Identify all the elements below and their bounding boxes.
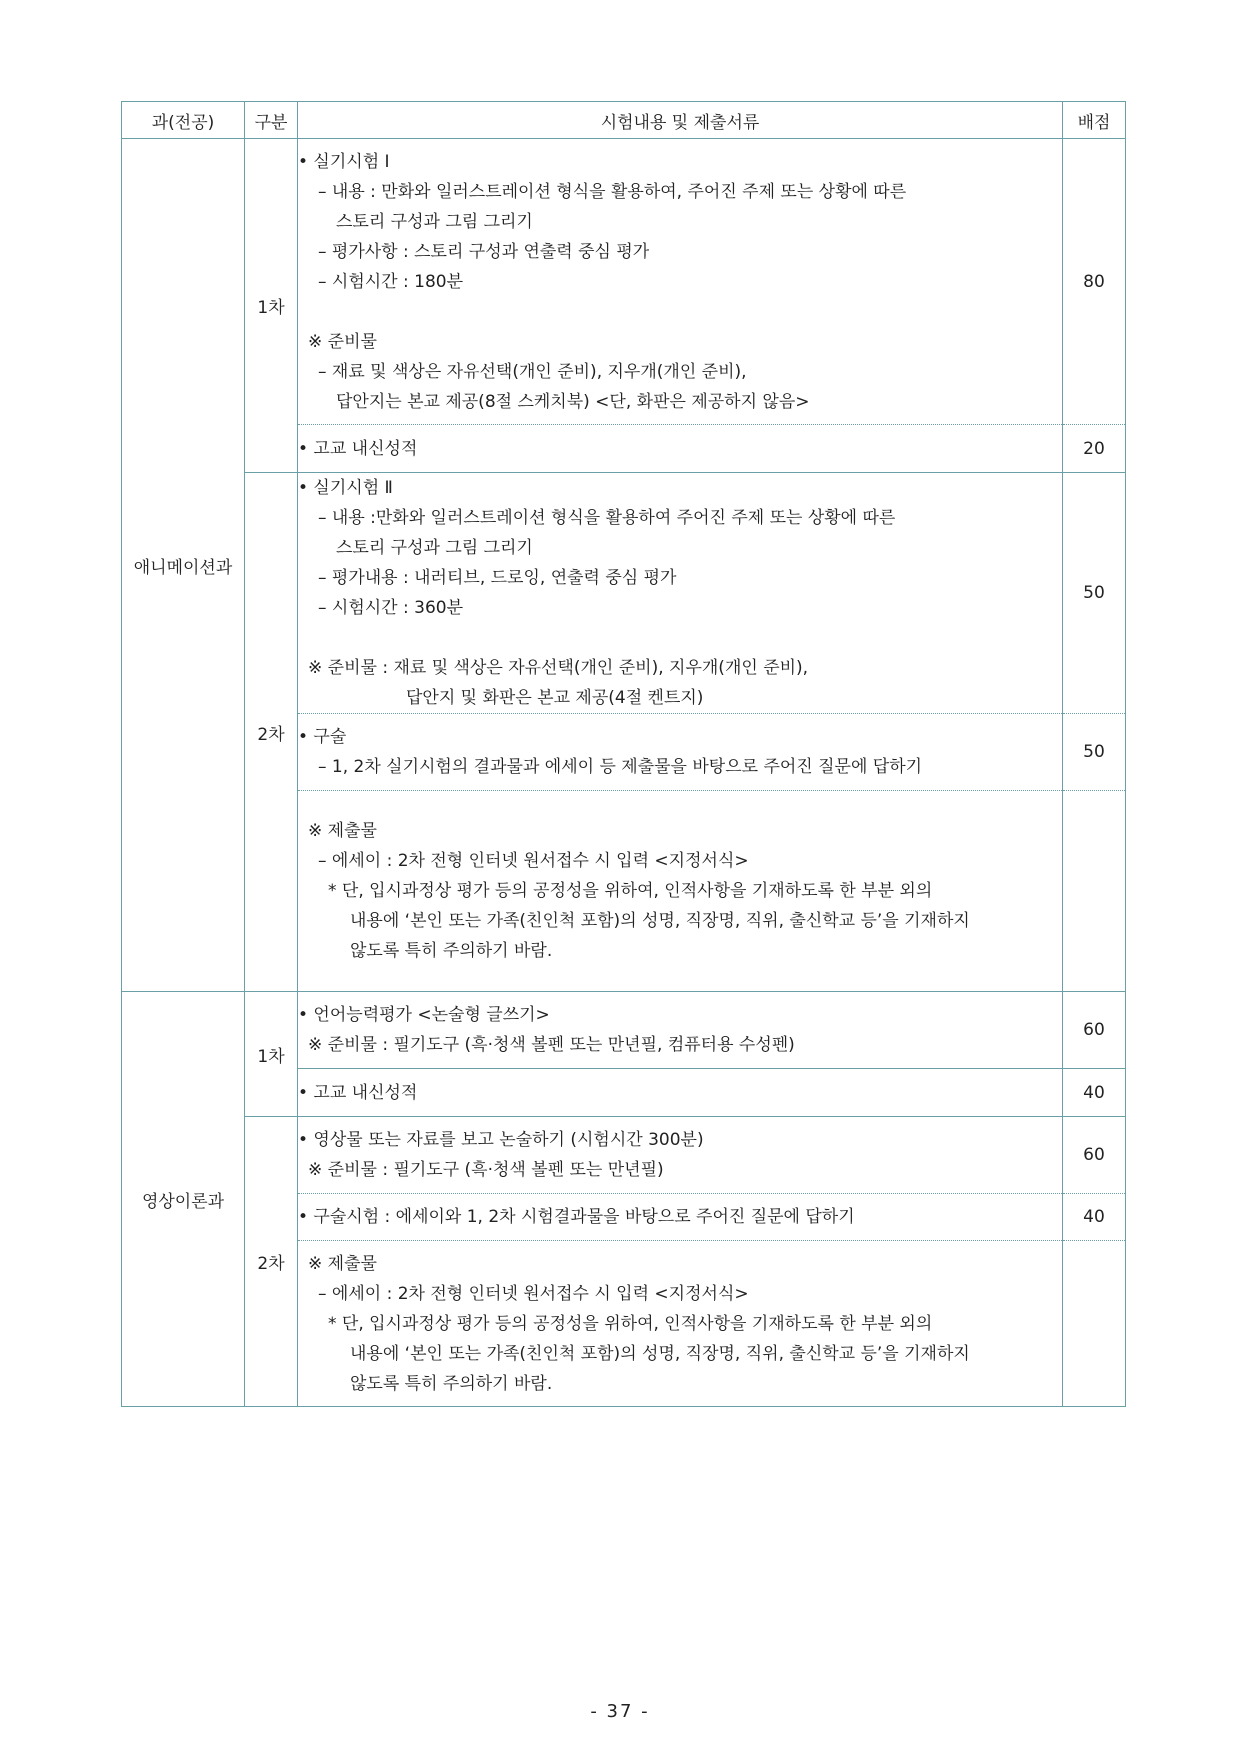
film-submission: ※ 제출물 – 에세이 : 2차 전형 인터넷 원서접수 시 입력 <지정서식> * 단, 입시과정상 평가 등의 공정성을 위하여, 인적사항을 기재하도록 한 부분 외의 내용에 ‘본인 또는 가족(친인척 포함)의 성명, 직장명, 직위, 출신학교 등’을 기재하지 않도록 특히 주의하기 바람. xyxy=(298,1241,1063,1407)
animation-submission: ※ 제출물 – 에세이 : 2차 전형 인터넷 원서접수 시 입력 <지정서식> * 단, 입시과정상 평가 등의 공정성을 위하여, 인적사항을 기재하도록 한 부분 외의 내용에 ‘본인 또는 가족(친인척 포함)의 성명, 직장명, 직위, 출신학교 등’을 기재하지 않도록 특히 주의하기 바람. xyxy=(298,791,1063,992)
score-film-essay-exam: 60 xyxy=(1063,1117,1126,1194)
table-row xyxy=(122,473,1126,714)
score-animation-oral: 50 xyxy=(1063,714,1126,791)
score-animation-practical-2: 50 xyxy=(1063,473,1126,714)
score-animation-practical-1: 80 xyxy=(1063,139,1126,425)
page-number: - 37 - xyxy=(590,1701,650,1722)
score-film-submission xyxy=(1063,1241,1126,1407)
exam-table xyxy=(121,101,1126,1407)
film-grades: • 고교 내신성적 xyxy=(298,1069,1063,1117)
film-essay-exam: • 영상물 또는 자료를 보고 논술하기 (시험시간 300분) ※ 준비물 : 필기도구 (흑·청색 볼펜 또는 만년필) xyxy=(298,1117,1063,1194)
animation-grades: • 고교 내신성적 xyxy=(298,425,1063,473)
stage-animation-1: 1차 xyxy=(245,139,298,473)
stage-film-2: 2차 xyxy=(245,1117,298,1407)
table-row xyxy=(122,1117,1126,1194)
score-film-oral: 40 xyxy=(1063,1194,1126,1241)
stage-animation-2: 2차 xyxy=(245,473,298,992)
animation-practical-2: • 실기시험 Ⅱ – 내용 :만화와 일러스트레이션 형식을 활용하여 주어진 주제 또는 상황에 따른 스토리 구성과 그림 그리기 – 평가내용 : 내러티브, 드로잉, 연출력 중심 평가 – 시험시간 : 360분 ※ 준비물 : 재료 및 색상은 자유선택(개인 준비), 지우개(개인 준비), 답안지 및 화판은 본교 제공(4절 켄트지) xyxy=(298,473,1063,714)
animation-oral: • 구술 – 1, 2차 실기시험의 결과물과 에세이 등 제출물을 바탕으로 주어진 질문에 답하기 xyxy=(298,714,1063,791)
table-row xyxy=(122,992,1126,1069)
table-row xyxy=(122,139,1126,425)
animation-practical-1: • 실기시험 Ⅰ – 내용 : 만화와 일러스트레이션 형식을 활용하여, 주어진 주제 또는 상황에 따른 스토리 구성과 그림 그리기 – 평가사항 : 스토리 구성과 연출력 중심 평가 – 시험시간 : 180분 ※ 준비물 – 재료 및 색상은 자유선택(개인 준비), 지우개(개인 준비), 답안지는 본교 제공(8절 스케치북) <단, 화판은 제공하지 않음> xyxy=(298,139,1063,425)
header-stage: 구분 xyxy=(245,102,298,139)
dept-film-theory: 영상이론과 xyxy=(122,992,245,1407)
header-content: 시험내용 및 제출서류 xyxy=(298,102,1063,139)
header-dept: 과(전공) xyxy=(122,102,245,139)
score-film-language: 60 xyxy=(1063,992,1126,1069)
header-score: 배점 xyxy=(1063,102,1126,139)
film-language: • 언어능력평가 <논술형 글쓰기> ※ 준비물 : 필기도구 (흑·청색 볼펜 또는 만년필, 컴퓨터용 수성펜) xyxy=(298,992,1063,1069)
film-oral: • 구술시험 : 에세이와 1, 2차 시험결과물을 바탕으로 주어진 질문에 답하기 xyxy=(298,1194,1063,1241)
score-animation-submission xyxy=(1063,791,1126,992)
header-row xyxy=(122,102,1126,139)
score-film-grades: 40 xyxy=(1063,1069,1126,1117)
stage-film-1: 1차 xyxy=(245,992,298,1117)
dept-animation: 애니메이션과 xyxy=(122,139,245,992)
score-animation-grades: 20 xyxy=(1063,425,1126,473)
